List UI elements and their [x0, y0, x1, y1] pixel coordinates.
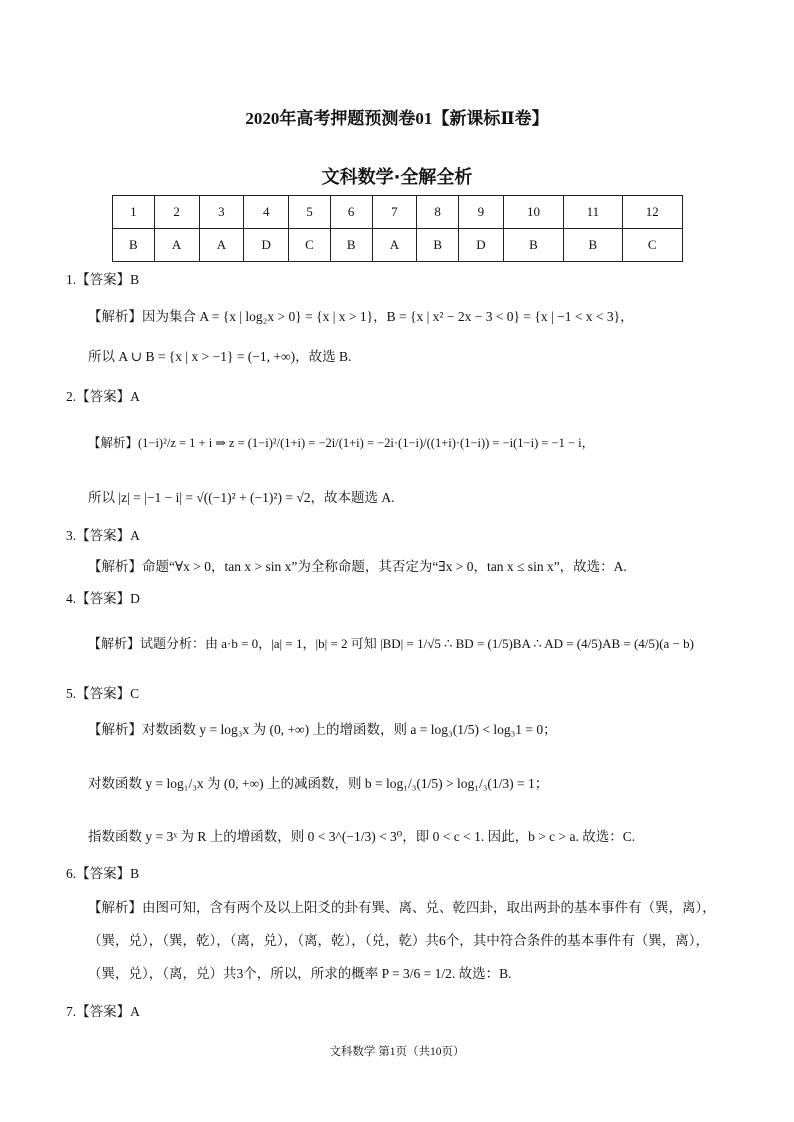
solution-line: 所以 A ∪ B = {x | x > −1} = (−1, +∞)，故选 B.: [88, 349, 352, 364]
question-number-cell: 3: [199, 196, 244, 229]
solution-line: 【解析】命题“∀x > 0，tan x > sin x”为全称命题，其否定为“∃x > 0，tan x ≤ sin x”，故选：A.: [88, 559, 627, 574]
answer-cell: B: [113, 229, 155, 262]
question-number-cell: 12: [622, 196, 682, 229]
solution-line: （巽，兑），（离，兑）共3个，所以，所求的概率 P = 3/6 = 1/2. 故选：B.: [88, 966, 512, 981]
answer-heading-6: 6.【答案】B: [66, 866, 140, 881]
answer-heading-2: 2.【答案】A: [66, 389, 140, 404]
solution-line: 对数函数 y = log₁/₃x 为 (0, +∞) 上的减函数，则 b = log₁/₃(1/5) > log₁/₃(1/3) = 1；: [88, 776, 549, 791]
solution-line: 所以 |z| = |−1 − i| = √((−1)² + (−1)²) = √2，故本题选 A.: [88, 490, 395, 505]
solution-line: 指数函数 y = 3ˣ 为 R 上的增函数，则 0 < 3^(−1/3) < 3⁰，即 0 < c < 1. 因此，b > c > a. 故选：C.: [88, 829, 636, 844]
solution-line: 【解析】试题分析：由 a·b = 0，|a| = 1，|b| = 2 可知 |BD| = 1/√5 ∴ BD = (1/5)BA ∴ AD = (4/5)AB = (4/5)(a − b): [88, 636, 694, 651]
solution-line: 【解析】因为集合 A = {x | log₂x > 0} = {x | x > 1}，B = {x | x² − 2x − 3 < 0} = {x | −1 < x < 3}，: [88, 309, 634, 324]
solution-line: 【解析】(1−i)²/z = 1 + i ⇒ z = (1−i)²/(1+i) = −2i/(1+i) = −2i·(1−i)/((1+i)·(1−i)) = −i(1−i) = −1 − i，: [88, 436, 595, 450]
solution-line: 【解析】对数函数 y = log₃x 为 (0, +∞) 上的增函数，则 a = log₃(1/5) < log₃1 = 0；: [88, 722, 557, 737]
question-number-cell: 11: [564, 196, 622, 229]
answer-heading-1: 1.【答案】B: [66, 272, 140, 287]
question-number-cell: 2: [154, 196, 199, 229]
page-title: 2020年高考押题预测卷01【新课标Ⅱ卷】: [245, 109, 549, 128]
answer-heading-3: 3.【答案】A: [66, 528, 140, 543]
solution-line: （巽，兑），（巽，乾），（离，兑），（离，乾），（兑，乾）共6个，其中符合条件的基本事件有（巽，离），: [88, 933, 709, 948]
answer-cell: B: [417, 229, 459, 262]
question-number-cell: 4: [244, 196, 289, 229]
answer-table-number-row: [113, 196, 683, 229]
question-number-cell: 10: [503, 196, 563, 229]
answer-cell: B: [330, 229, 372, 262]
answer-cell: D: [244, 229, 289, 262]
answer-cell: B: [503, 229, 563, 262]
question-number-cell: 7: [372, 196, 417, 229]
page-footer: 文科数学 第1页（共10页）: [329, 1046, 465, 1058]
answer-table-answer-row: [113, 229, 683, 262]
question-number-cell: 8: [417, 196, 459, 229]
answer-cell: A: [372, 229, 417, 262]
answer-heading-4: 4.【答案】D: [66, 591, 140, 606]
answer-heading-7: 7.【答案】A: [66, 1004, 140, 1019]
question-number-cell: 6: [330, 196, 372, 229]
answer-table: [112, 195, 683, 262]
answer-heading-5: 5.【答案】C: [66, 686, 140, 701]
question-number-cell: 9: [459, 196, 504, 229]
answer-cell: A: [199, 229, 244, 262]
answer-cell: B: [564, 229, 622, 262]
answer-cell: C: [289, 229, 331, 262]
solution-line: 【解析】由图可知，含有两个及以上阳爻的卦有巽、离、兑、乾四卦，取出两卦的基本事件有（巽，离），: [88, 900, 716, 915]
question-number-cell: 1: [113, 196, 155, 229]
answer-cell: C: [622, 229, 682, 262]
answer-cell: A: [154, 229, 199, 262]
answer-cell: D: [459, 229, 504, 262]
question-number-cell: 5: [289, 196, 331, 229]
page-subtitle: 文科数学·全解全析: [321, 167, 473, 188]
